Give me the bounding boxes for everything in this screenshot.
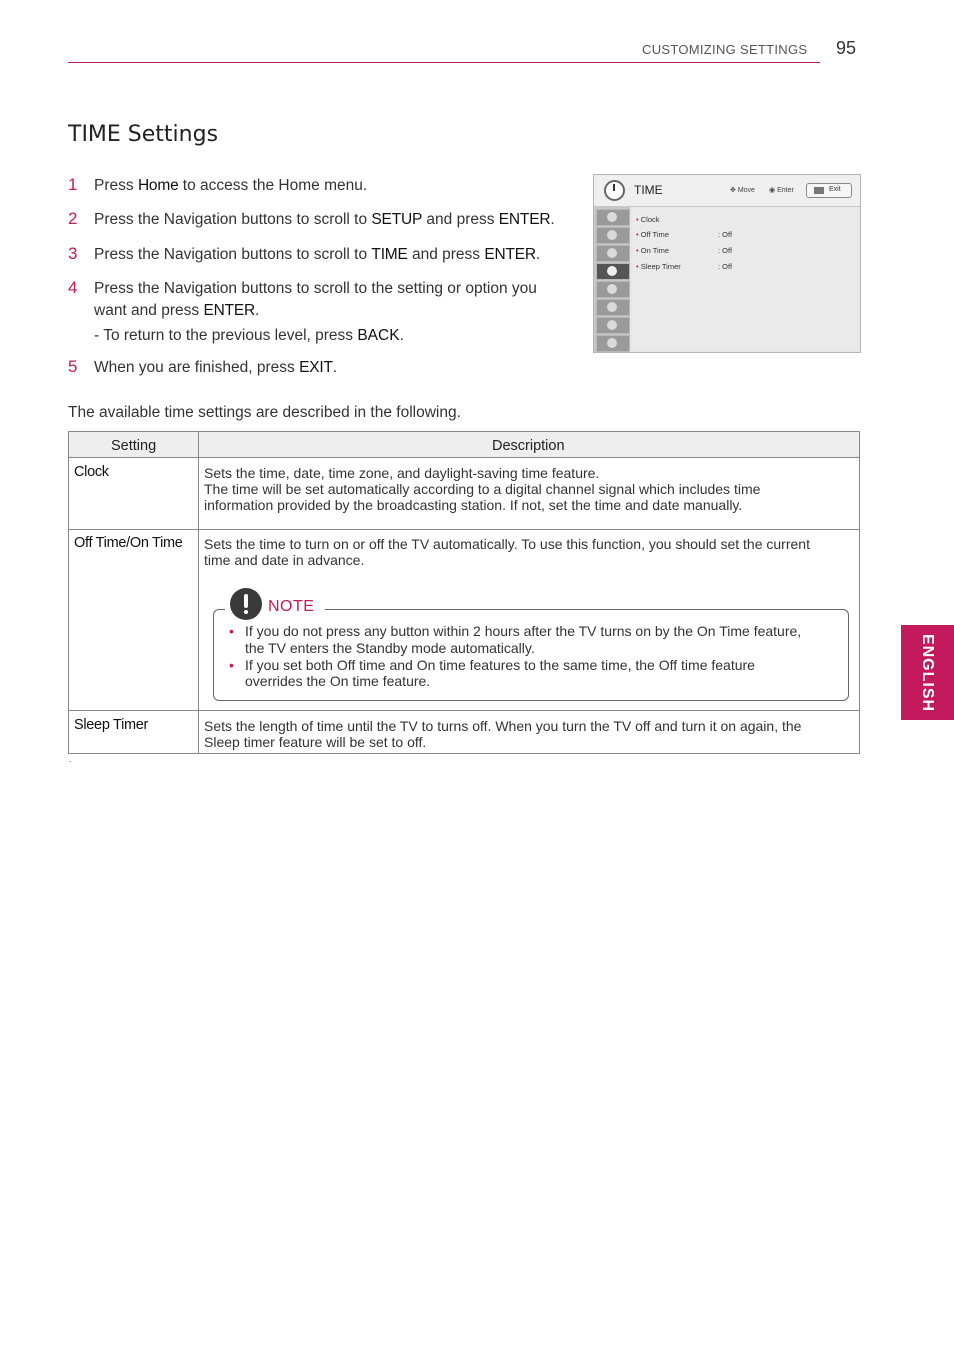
table-row-description-line: The time will be set automatically according to a digital channel signal which includes time (204, 481, 761, 497)
key-name: SETUP (371, 211, 423, 228)
clock-icon (604, 180, 625, 201)
column-header-description: Description (492, 438, 565, 454)
osd-menu-item: • Off Time (636, 230, 669, 239)
osd-menu-tile-icon (596, 209, 630, 226)
bullet-icon: • (229, 623, 234, 639)
table-row-divider (68, 529, 860, 530)
table-border-left (68, 431, 69, 754)
osd-menu-value: : Off (718, 246, 733, 255)
table-row-description-line: Sets the time, date, time zone, and daylight-saving time feature. (204, 465, 600, 481)
table-row-description-line: time and date in advance. (204, 552, 365, 568)
page-number: 95 (836, 38, 857, 58)
note-label: NOTE (268, 598, 315, 615)
step-number: 4 (68, 278, 78, 297)
table-row-description-line: Sets the length of time until the TV to turns off. When you turn the TV off and turn it on again, the (204, 718, 802, 734)
osd-menu-tile-icon (596, 317, 630, 334)
key-name: BACK (357, 327, 400, 344)
table-row-description-line: information provided by the broadcasting station. If not, set the time and date manually. (204, 497, 743, 513)
header-rule (68, 62, 820, 63)
key-name: EXIT (299, 359, 333, 376)
table-row-setting: Off Time/On Time (74, 535, 183, 551)
step-number: 3 (68, 244, 78, 263)
table-header-row (68, 431, 860, 458)
osd-enter-hint: ◉ Enter (769, 187, 794, 194)
key-name: ENTER (498, 211, 551, 228)
osd-menu-tile-icon (596, 245, 630, 262)
table-border-right (859, 431, 860, 754)
tv-osd-screenshot (593, 174, 861, 353)
osd-menu-item: • On Time (636, 246, 670, 255)
osd-menu-list (632, 207, 858, 350)
note-bullet-line: If you set both Off time and On time features to the same time, the Off time feature (245, 657, 755, 673)
osd-exit-button: Exit (806, 183, 852, 198)
osd-title-bar (594, 175, 860, 207)
table-border-bottom (68, 753, 860, 754)
exclamation-icon (230, 588, 262, 620)
bullet-icon: • (229, 657, 234, 673)
language-label: ENGLISH (919, 633, 936, 713)
column-header-setting: Setting (111, 438, 157, 454)
stray-mark: . (69, 754, 72, 764)
osd-menu-sidebar (594, 207, 630, 352)
note-bullet-line: overrides the On time feature. (245, 673, 431, 689)
osd-menu-tile-icon (596, 299, 630, 316)
table-row-setting: Sleep Timer (74, 717, 149, 733)
table-row-description-line: Sleep timer feature will be set to off. (204, 734, 427, 750)
osd-menu-item: • Sleep Timer (636, 262, 681, 271)
table-row-divider (68, 710, 860, 711)
table-row-description-line: Sets the time to turn on or off the TV automatically. To use this function, you should set the current (204, 536, 810, 552)
osd-menu-tile-time-icon (596, 263, 630, 280)
step-number: 5 (68, 357, 78, 376)
move-arrows-icon: ✥ (730, 187, 736, 194)
intro-text: The available time settings are described in the following. (68, 404, 461, 421)
osd-move-hint: ✥ Move (730, 187, 755, 194)
key-name: ENTER (203, 302, 255, 319)
exit-key-icon (814, 187, 824, 194)
osd-menu-item: • Clock (636, 215, 660, 224)
table-row-setting: Clock (74, 464, 109, 480)
running-header-section: CUSTOMIZING SETTINGS (642, 42, 808, 57)
key-name: ENTER (484, 246, 536, 263)
osd-menu-value: : Off (718, 230, 733, 239)
enter-dot-icon: ◉ (769, 187, 776, 194)
osd-menu-tile-icon (596, 227, 630, 244)
osd-menu-value: : Off (718, 262, 733, 271)
note-bullet-line: If you do not press any button within 2 hours after the TV turns on by the On Time feature, (245, 623, 802, 639)
osd-title: TIME (634, 183, 663, 197)
step-4-note: - To return to the previous level, press BACK. (94, 327, 404, 344)
key-name: TIME (371, 246, 408, 263)
step-number: 2 (68, 209, 78, 228)
page-title: TIME Settings (68, 122, 219, 147)
step-number: 1 (68, 175, 78, 194)
osd-menu-tile-help-icon (596, 335, 630, 352)
language-side-tab (901, 625, 954, 720)
osd-menu-tile-icon (596, 281, 630, 298)
table-column-divider (198, 431, 199, 754)
note-bullet-line: the TV enters the Standby mode automatically. (245, 640, 535, 656)
key-name: Home (137, 177, 179, 194)
